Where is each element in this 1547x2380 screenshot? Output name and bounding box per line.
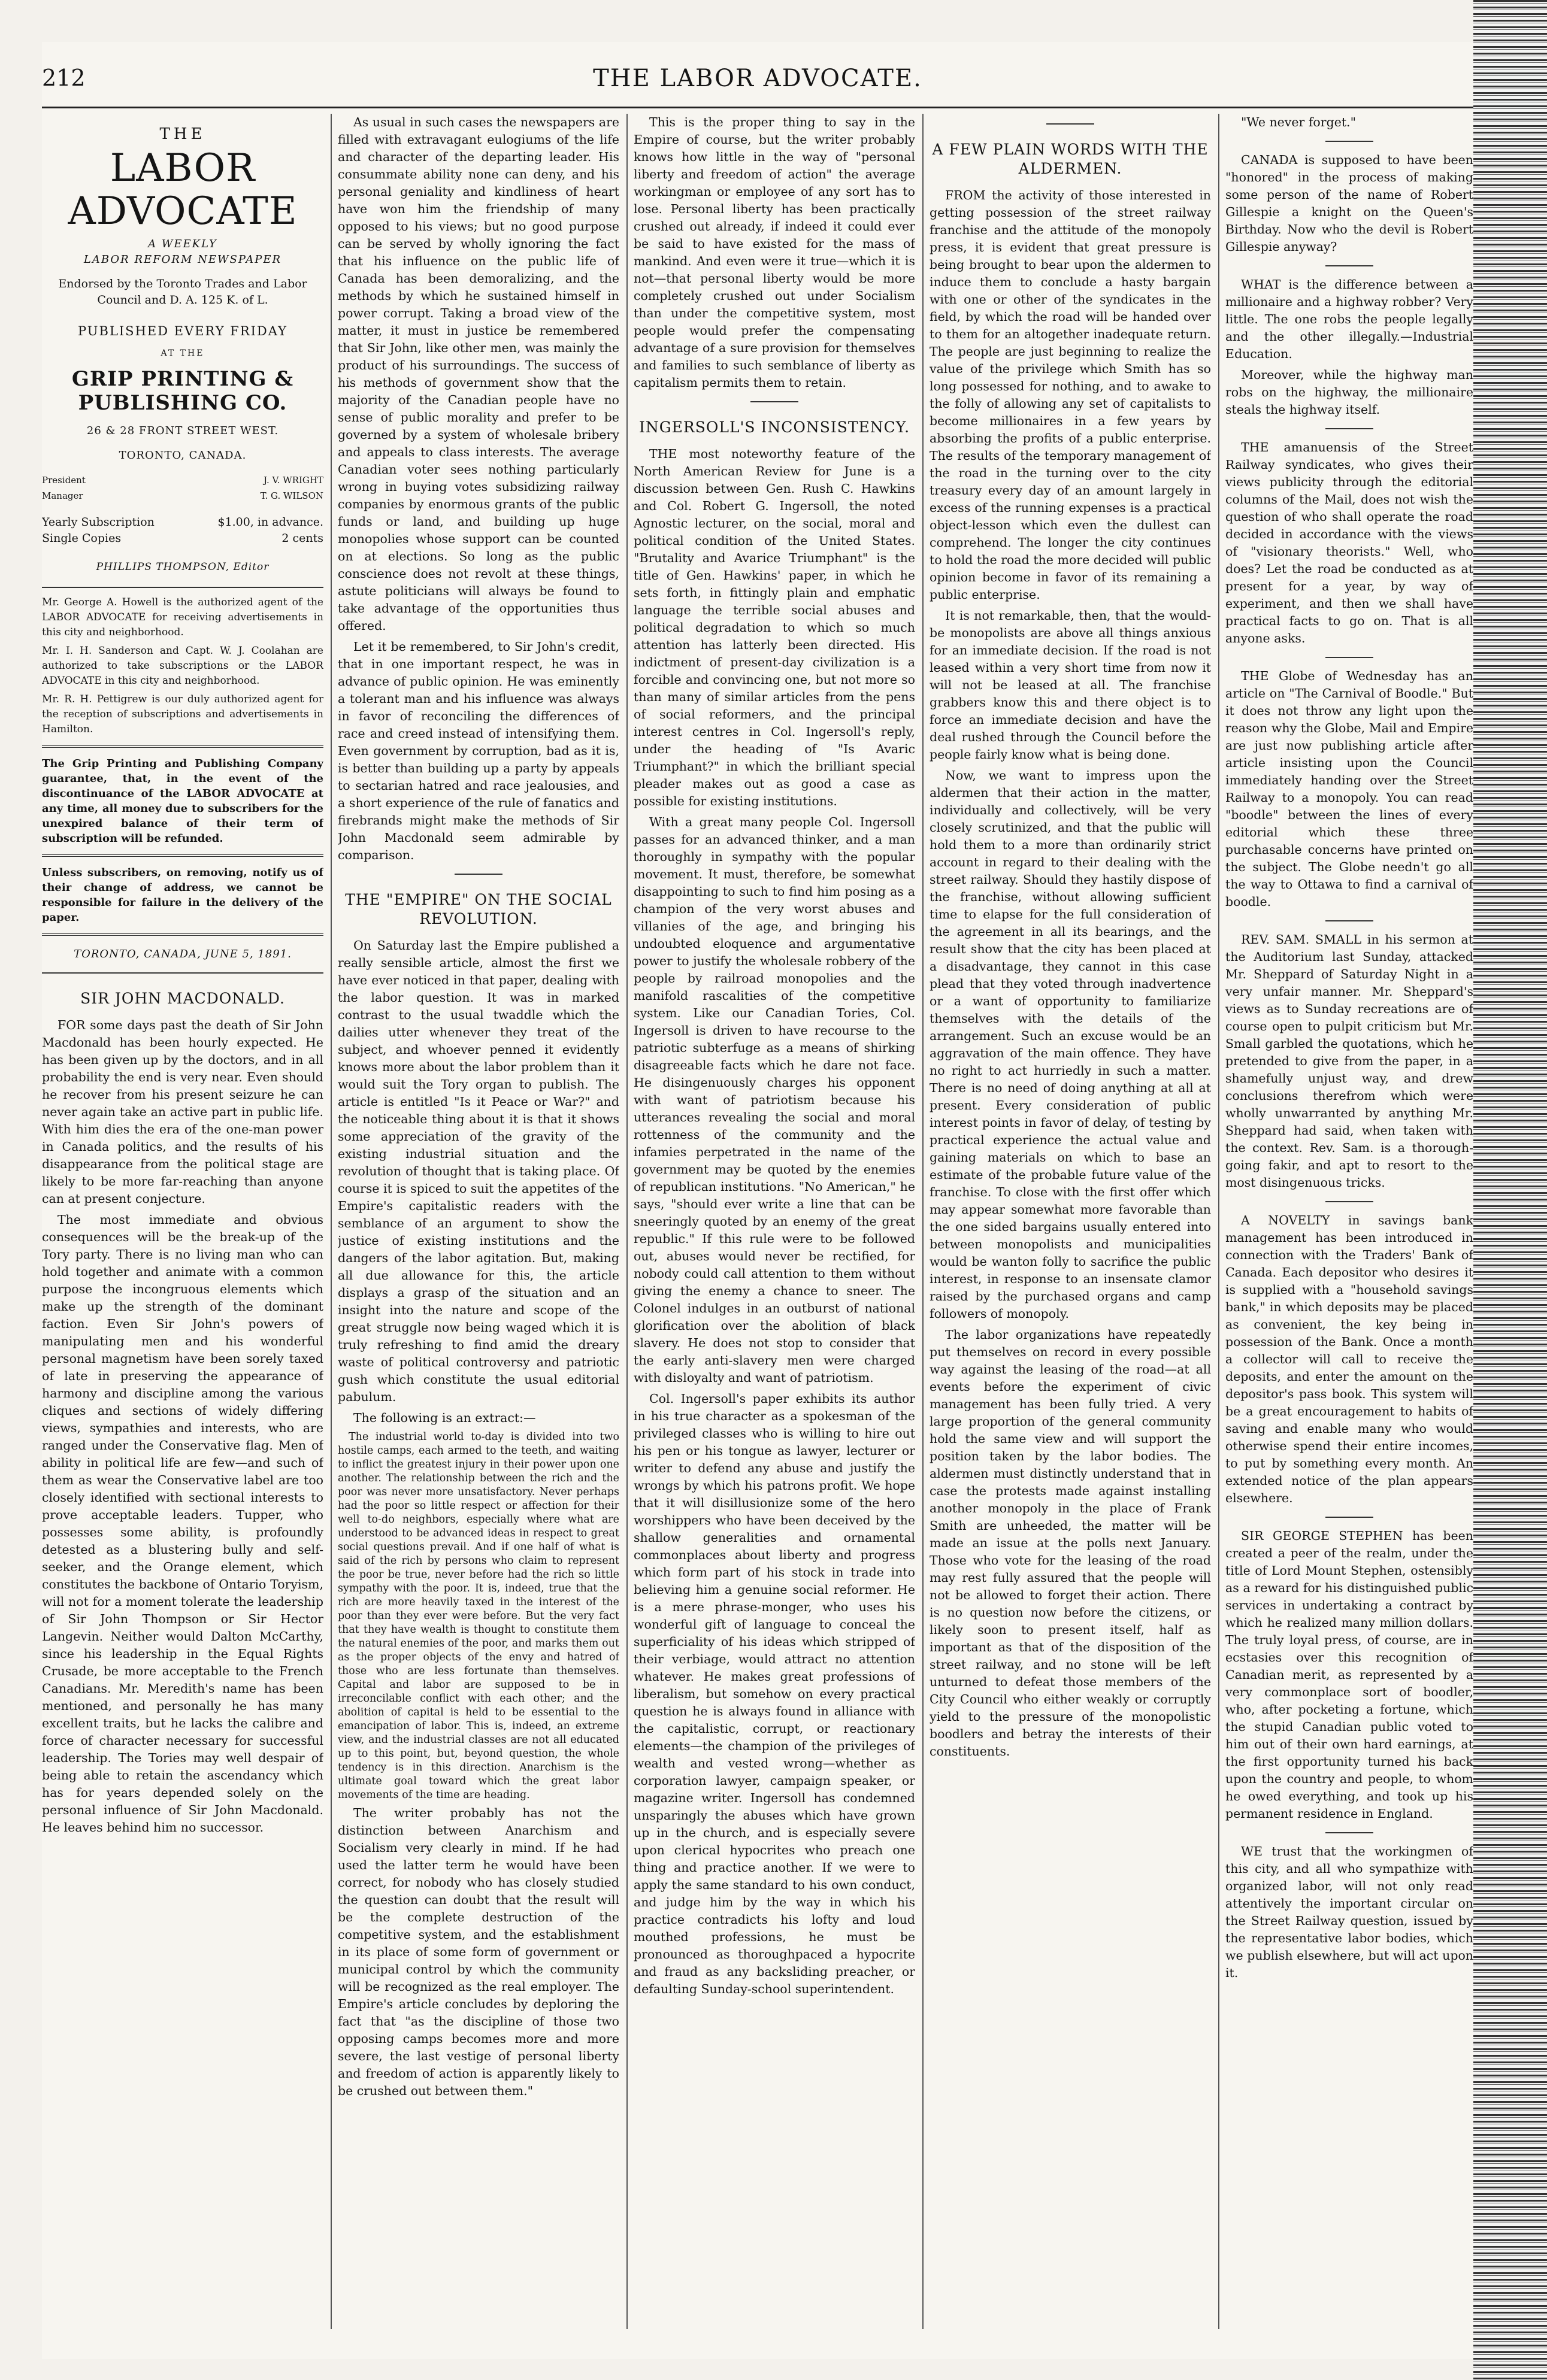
staff-row bbox=[42, 474, 323, 487]
column-rule bbox=[1218, 114, 1219, 2329]
article-paragraph: Let it be remembered, to Sir John's credit, that in one important respect, he was in advance of public opinion. He was eminently a tolerant man and his influence was always in favor of reconciling the differences of race and creed instead of intensifying them. Even government by corruption, bad as it is, is better than building up a party by appeals to sectarian hatred and race jealousies, and a short experience of the rule of fanatics and firebrands might make the methods of Sir John Macdonald seem admirable by comparison. bbox=[338, 639, 619, 862]
article-paragraph: FOR some days past the death of Sir John Macdonald has been hourly expected. He has been given up by the doctors, and in all probability the end is very near. Even should he recover from his present seizure he can never again take an active part in public life. With him dies the era of the one-man power in Canada politics, and the results of his disappearance from the political stage are likely to be more far-reaching than anyone can at present conjecture. bbox=[42, 1018, 323, 1206]
divider bbox=[42, 854, 323, 857]
divider bbox=[42, 933, 323, 936]
headline-aldermen: A FEW PLAIN WORDS WITH THE ALDERMEN. bbox=[932, 141, 1209, 177]
quote-paragraph: The industrial world to-day is divided into two hostile camps, each armed to the teeth, and waiting to inflict the greatest injury in their power upon one another. The relationship between the rich and the poor was never more unsatisfactory. Never perhaps had the poor so little respect or affection for their well to-do neighbors, especially where what are understood to be advanced ideas in respect to great social questions prevail. And if one half of what is said of the rich by persons who claim to represent the poor be true, never before had the rich so little sympathy with the poor. It is, indeed, true that the rich are more heavily taxed in the interest of the poor than they ever were before. But the very fact that they have wealth is thought to constitute them the natural enemies of the poor, and marks them out as the proper objects of the envy and hatred of those who are less fortunate than themselves. Capital and labor are supposed to be in irreconcilable conflict with each other; and the abolition of capital is held to be essential to the emancipation of labor. This is, indeed, an extreme view, and the industrial classes are not all educated up to this point, but, beyond question, the whole tendency is in this direction. Anarchism is the ultimate goal toward which the great labor movements of the time are heading. bbox=[338, 1431, 619, 1801]
price-list bbox=[42, 514, 323, 547]
page-number: 212 bbox=[42, 65, 86, 91]
masthead-weekly: A WEEKLY bbox=[148, 238, 217, 250]
divider bbox=[42, 972, 323, 974]
page-edge bbox=[1473, 0, 1547, 2380]
masthead-the: THE bbox=[159, 125, 206, 143]
staff-role: President bbox=[42, 475, 86, 486]
agent-notice: Mr. R. H. Pettigrew is our duly authorized agent for the reception of subscriptions and advertisements in Hamilton. bbox=[42, 693, 323, 735]
article-paragraph: FROM the activity of those interested in getting possession of the street railway franchise and the attitude of the monopoly press, it is evident that great pressure is being brought to bear upon the aldermen to induce them to conclude a hasty bargain with one or other of the syndicates in the field, by which the road will be handed over to them for an altogether inadequate return. The people are just beginning to realize the value of the privilege which Smith has so long possessed for nothing, and to awake to the folly of allowing any set of capitalists to become millionaires in a few years by absorbing the profits of a public enterprise. The results of the temporary management of the road in the turning over to the city treasury every day of an amount largely in excess of the running expenses is a practical object-lesson which even the dullest can comprehend. The longer the city continues to hold the road the more decided will public opinion become in favor of its remaining a public enterprise. bbox=[930, 188, 1211, 602]
masthead-published: PUBLISHED EVERY FRIDAY bbox=[78, 324, 287, 338]
divider bbox=[1325, 1517, 1373, 1518]
brief-paragraph: Moreover, while the highway man robs on the highway, the millionaire steals the highway itself. bbox=[1225, 368, 1473, 417]
guarantee-notice: The Grip Printing and Publishing Company guarantee, that, in the event of the discontinuance of the LABOR ADVOCATE at any time, all money due to subscribers for the unexpired balance of their term of subscription will be refunded. bbox=[42, 757, 323, 845]
masthead-name: LABOR ADVOCATE bbox=[68, 146, 298, 234]
article-quote bbox=[338, 1430, 619, 1802]
price-row bbox=[42, 530, 323, 547]
column-5 bbox=[1225, 114, 1473, 2329]
brief-paragraph: WE trust that the workingmen of this city, and all who sympathize with organized labor, will not only read attentively the important circular on the Street Railway question, issued by the representative labor bodies, which we publish elsewhere, but will act upon it. bbox=[1225, 1844, 1473, 1980]
divider bbox=[750, 401, 798, 402]
masthead-city: TORONTO, CANADA. bbox=[119, 449, 247, 462]
staff-name: J. V. WRIGHT bbox=[264, 475, 323, 486]
divider bbox=[1325, 141, 1373, 142]
price-label: Single Copies bbox=[42, 532, 122, 545]
divider bbox=[1325, 920, 1373, 921]
newspaper-page bbox=[42, 42, 1473, 2359]
brief-paragraph: THE Globe of Wednesday has an article on "The Carnival of Boodle." But it does not throw any light upon the reason why the Globe, Mail and Empire are just now publishing article after article insisting upon the Council immediately handing over the Street Railway to a monopoly. You can read "boodle" between the lines of every editorial which these three purchasable concerns have printed on the subject. The Globe needn't go all the way to Ottawa to find a carnival of boodle. bbox=[1225, 669, 1473, 909]
brief-paragraph: WHAT is the difference between a millionaire and a highway robber? Very little. The one robs the people legally and the other illegally.—Industrial Education. bbox=[1225, 277, 1473, 361]
article-paragraph: THE most noteworthy feature of the North American Review for June is a discussion between Gen. Rush C. Hawkins and Col. Robert G. Ingersoll, the noted Agnostic lecturer, on the social, moral and political condition of the United States. "Brutality and Avarice Triumphant" is the title of Gen. Hawkins' paper, in which he sets forth, in fittingly plain and emphatic language the terrible social abuses and political degradation to which so much attention has latterly been directed. His indictment of present-day civilization is a forcible and convincing one, but not more so than many of similar articles from the pens of social reformers, and the principal interest centres in Col. Ingersoll's reply, under the heading of "Is Avaric Triumphant?" in which the brilliant special pleader makes out as good a case as possible for existing institutions. bbox=[634, 447, 915, 808]
price-value: $1.00, in advance. bbox=[217, 516, 323, 529]
article-paragraph: It is not remarkable, then, that the would-be monopolists are above all things anxious for an immediate decision. If the road is not leased within a very short time from now it will not be leased at all. The franchise grabbers know this and there object is to force an immediate decision and have the deal rushed through the Council before the people fairly know what is being done. bbox=[930, 608, 1211, 762]
address-change-notice: Unless subscribers, on removing, notify us of their change of address, we cannot be responsible for failure in the delivery of the paper. bbox=[42, 866, 323, 924]
page-header bbox=[42, 65, 1473, 108]
price-row bbox=[42, 514, 323, 530]
brief-paragraph: THE amanuensis of the Street Railway syndicates, who gives their views publicity through the editorial columns of the Mail, does not wish the question of who shall operate the road decided in accordance with the views of "visionary theorists." Well, who does? Let the road be conducted as at present for a year, by way of experiment, and then we shall have practical facts to go on. That is all anyone asks. bbox=[1225, 440, 1473, 645]
column-rule bbox=[331, 114, 332, 2329]
article-paragraph: This is the proper thing to say in the Empire of course, but the writer probably knows how little in the way of "personal liberty and freedom of action" the average workingman or employee of any sort has to lose. Personal liberty has been practically crushed out already, if indeed it could ever be said to have existed for the mass of mankind. And even were it true—which it is not—that personal liberty would be more completely crushed out under Socialism than under the competitive system, most people would prefer the compensating advantage of a sure provision for themselves and families to such semblance of liberty as capitalism permits them to retain. bbox=[634, 115, 915, 390]
column-2 bbox=[338, 114, 619, 2329]
masthead-endorsed: Endorsed by the Toronto Trades and Labor Council and D. A. 125 K. of L. bbox=[58, 277, 307, 307]
article-paragraph: The writer probably has not the distinction between Anarchism and Socialism very clearly in mind. If he had used the latter term he would have been correct, for nobody who has closely studied the question can doubt that the result will be the complete destruction of the competitive system, and the establishment in its place of some form of government or municipal control by which the community will be recognized as the real employer. The Empire's article concludes by deploring the fact that "as the discipline of those two opposing camps becomes more and more severe, the last vestige of personal liberty and freedom of action is apparently likely to be crushed out between them." bbox=[338, 1806, 619, 2098]
column-1 bbox=[42, 114, 323, 2329]
dateline: TORONTO, CANADA, JUNE 5, 1891. bbox=[74, 948, 292, 960]
masthead-address: 26 & 28 FRONT STREET WEST. bbox=[86, 425, 279, 437]
masthead-subtitle: LABOR REFORM NEWSPAPER bbox=[83, 253, 282, 266]
divider bbox=[455, 874, 502, 875]
divider bbox=[1325, 1832, 1373, 1833]
article-paragraph: On Saturday last the Empire published a really sensible article, almost the first we have ever noticed in that paper, dealing with the labor question. It was in marked contrast to the usual twaddle which the dailies utter whenever they treat of the subject, and whoever penned it evidently knows more about the labor problem than it would suit the Tory organ to publish. The article is entitled "Is it Peace or War?" and the noticeable thing about it is that it shows some appreciation of the gravity of the existing industrial situation and the revolution of thought that is taking place. Of course it is spiced to suit the appetites of the Empire's capitalistic readers with the semblance of an argument to show the justice of existing institutions and the dangers of the labor agitation. But, making all due allowance for this, the article displays a grasp of the situation and an insight into the nature and scope of the great struggle now being waged which it is truly refreshing to find amid the dreary waste of political controversy and patriotic gush which constitute the usual editorial pabulum. bbox=[338, 938, 619, 1404]
divider bbox=[42, 745, 323, 748]
headline-empire: THE "EMPIRE" ON THE SOCIAL REVOLUTION. bbox=[345, 891, 612, 927]
editor-line: PHILLIPS THOMPSON, Editor bbox=[96, 561, 270, 573]
divider bbox=[42, 587, 323, 588]
article-paragraph: The labor organizations have repeatedly put themselves on record in every possible way against the leasing of the road—at all events before the experiment of civic management has been fully tried. A very large proportion of the general community hold the same view and will support the position taken by the labor bodies. The aldermen must distinctly understand that in case the protests made against installing another monopoly in the place of Frank Smith are unheeded, the matter will be made an issue at the polls next January. Those who vote for the leasing of the road may rest fully assured that the people will not be allowed to forget their action. There is no question now before the citizens, or likely soon to present itself, half as important as that of the disposition of the street railway, and no stone will be left unturned to defeat those members of the City Council who either weakly or corruptly yield to the pressure of the monopolistic boodlers and betray the interests of their constituents. bbox=[930, 1327, 1211, 1759]
article-paragraph: Col. Ingersoll's paper exhibits its author in his true character as a spokesman of the privileged classes who is willing to hire out his pen or his tongue as lawyer, lecturer or writer to defend any abuse and justify the wrongs by which his patrons profit. We hope that it will disillusionize some of the hero worshippers who have been deceived by the shallow generalities and ornamental commonplaces about liberty and progress which form part of his stock in trade into believing him a genuine social reformer. He is a mere phrase-monger, who uses his wonderful gift of language to conceal the superficiality of his ideas which stripped of their verbiage, would attract no attention whatever. He makes great professions of liberalism, but somehow on every practical question he is always found in alliance with the capitalistic, corrupt, or reactionary elements—the champion of the privileges of wealth and vested wrong—whether as corporation lawyer, campaign speaker, or magazine writer. Ingersoll has condemned unsparingly the abuses which have grown up in the church, and is especially severe upon clerical hypocrites who preach one thing and practice another. If we were to apply the same standard to his own conduct, and judge him by the way in which his practice contradicts his lofty and loud mouthed professions, he must be pronounced as thoroughpaced a hypocrite and fraud as any backsliding preacher, or defaulting Sunday-school superintendent. bbox=[634, 1391, 915, 1996]
article-paragraph: "We never forget." bbox=[1241, 115, 1357, 129]
brief-paragraph: REV. SAM. SMALL in his sermon at the Auditorium last Sunday, attacked Mr. Sheppard of Saturday Night in a very unfair manner. Mr. Sheppard's views as to Sunday recreations are of course open to pulpit criticism but Mr. Small garbled the quotations, which he pretended to give from the paper, in a shamefully unjust way, and drew conclusions therefrom which were wholly unwarranted by anything Mr. Sheppard had said, when taken with the context. Rev. Sam. is a thorough-going fakir, and apt to resort to the most disingenuous tricks. bbox=[1225, 932, 1473, 1190]
agent-notice: Mr. I. H. Sanderson and Capt. W. J. Coolahan are authorized to take subscriptions or the LABOR ADVOCATE in this city and neighborhood. bbox=[42, 645, 323, 687]
masthead-at-the: AT THE bbox=[161, 348, 205, 358]
price-value: 2 cents bbox=[281, 532, 323, 545]
article-paragraph: The most immediate and obvious consequences will be the break-up of the Tory party. There is no living man who can hold together and animate with a common purpose the incongruous elements which make up the strength of the dominant faction. Even Sir John's powers of manipulating men and his wonderful personal magnetism have been sorely taxed of late in preserving the appearance of harmony and discipline among the various cliques and sections of widely differing views, sympathies and interests, who are ranged under the Conservative flag. Men of ability in political life are few—and such of them as wear the Conservative label are too closely identified with sectional interests to prove acceptable leaders. Tupper, who possesses some ability, is profoundly detested as a blustering bully and self-seeker, and the Orange element, which constitutes the backbone of Ontario Toryism, will not for a moment tolerate the leadership of Sir John Thompson or Sir Hector Langevin. Neither would Dalton McCarthy, since his leadership in the Equal Rights Crusade, be more acceptable to the French Canadians. Mr. Meredith's name has been mentioned, and personally he has many excellent traits, but he lacks the calibre and force of character necessary for successful leadership. The Tories may well despair of being able to retain the ascendancy which has for years depended solely on the personal influence of Sir John Macdonald. He leaves behind him no successor. bbox=[42, 1212, 323, 1835]
divider bbox=[1325, 1201, 1373, 1202]
agent-notice: Mr. George A. Howell is the authorized agent of the LABOR ADVOCATE for receiving advertisements in this city and neighborhood. bbox=[42, 596, 323, 638]
divider bbox=[1325, 265, 1373, 266]
article-paragraph: Now, we want to impress upon the aldermen that their action in the matter, individually and collectively, will be very closely scrutinized, and that the public will hold them to a more than ordinarily strict account in regard to their dealing with the street railway. Should they hastily dispose of the franchise, without allowing sufficient time to elapse for the full consideration of the agreement in all its bearings, and the result show that the city has been placed at a disadvantage, they cannot in this case plead that they voted through inadvertence or a want of opportunity to familiarize themselves with the details of the arrangement. Such an excuse would be an aggravation of the main offence. They have no right to act hurriedly in such a matter. There is no need of doing anything at all at present. Every consideration of public interest points in favor of delay, of testing by practical experience the actual value and gaining materials on which to base an estimate of the probable future value of the franchise. To close with the first offer which may appear somewhat more favorable than the one sided bargains usually entered into between monopolists and municipalities would be wanton folly to sacrifice the public interest, in response to an insensate clamor raised by the purchased organs and camp followers of monopoly. bbox=[930, 768, 1211, 1321]
staff-row bbox=[42, 489, 323, 502]
divider bbox=[1325, 428, 1373, 429]
staff-list bbox=[42, 474, 323, 502]
column-rule bbox=[626, 114, 628, 2329]
price-label: Yearly Subscription bbox=[42, 516, 155, 529]
brief-paragraph: CANADA is supposed to have been "honored" in the process of making some person of the name of Robert Gillespie a knight on the Queen's Birthday. Now who the devil is Robert Gillespie anyway? bbox=[1225, 153, 1473, 254]
column-4 bbox=[930, 114, 1211, 2329]
divider bbox=[1046, 123, 1094, 125]
brief-paragraph: A NOVELTY in savings bank management has been introduced in connection with the Traders' Bank of Canada. Each depositor who desires it is supplied with a "household savings bank," in which deposits may be placed as convenient, the key being in possession of the Bank. Once a month a collector will call to receive the deposits, and enter the amount on the depositor's pass book. This system will be a great encouragement to habits of saving and enable many who would otherwise spend their entire incomes, to put by something every month. An extended notice of the plan appears elsewhere. bbox=[1225, 1213, 1473, 1505]
headline-ingersoll: INGERSOLL'S INCONSISTENCY. bbox=[638, 419, 910, 436]
column-rule bbox=[922, 114, 924, 2329]
article-paragraph: The following is an extract:— bbox=[353, 1411, 536, 1425]
column-3 bbox=[634, 114, 915, 2329]
masthead bbox=[42, 126, 323, 464]
masthead-company: GRIP PRINTING & PUBLISHING CO. bbox=[71, 367, 294, 415]
article-paragraph: As usual in such cases the newspapers are filled with extravagant eulogiums of the life and character of the departing leader. His consummate ability none can deny, and his personal geniality and kindliness of heart have won him the friendship of many opposed to his views; but no good purpose can be served by wholly ignoring the fact that his influence on the public life of Canada has been demoralizing, and the methods by which he sustained himself in power corrupt. Taking a broad view of the matter, it must in justice be remembered that Sir John, like other men, was mainly the product of his surroundings. The success of his methods of government show that the majority of the Canadian people have no sense of public morality and prefer to be governed by a system of wholesale bribery and appeals to class interests. The average Canadian voter sees nothing particularly wrong in buying votes subsidizing railway companies by enormous grants of the public funds or land, and building up huge monopolies whose support can be counted on at elections. So long as the public conscience does not revolt at these things, astute politicians will always be found to take advantage of the opportunities thus offered. bbox=[338, 115, 619, 633]
article-paragraph: With a great many people Col. Ingersoll passes for an advanced thinker, and a man thoroughly in sympathy with the popular movement. It must, therefore, be somewhat disappointing to such to find him posing as a champion of the very worst abuses and villanies of the age, and bringing his undoubted eloquence and argumentative power to justify the wholesale robbery of the people by railroad monopolies and the manifold rascalities of the competitive system. Like our Canadian Tories, Col. Ingersoll is driven to have recourse to the patriotic subterfuge as a means of shirking disagreeable facts which he dare not face. He disingenuously charges his opponent with want of patriotism because his utterances revealing the social and moral rottenness of the community and the infamies perpetrated in the name of the government may be quoted by the enemies of republican institutions. "No American," he says, "should ever write a line that can be sneeringly quoted by an enemy of the great republic." If this rule were to be followed out, abuses would never be rectified, for nobody could call attention to them without giving the enemy a chance to sneer. The Colonel indulges in an outburst of national glorification over the abolition of black slavery. He does not stop to consider that the early anti-slavery men were charged with disloyalty and want of patriotism. bbox=[634, 815, 915, 1385]
paper-title: THE LABOR ADVOCATE. bbox=[593, 65, 922, 92]
staff-role: Manager bbox=[42, 490, 83, 501]
brief-paragraph: SIR GEORGE STEPHEN has been created a peer of the realm, under the title of Lord Mount Stephen, ostensibly as a reward for his distinguished public services in undertaking a contract by which he realized many million dollars. The truly loyal press, of course, are in ecstasies over this recognition of Canadian merit, as represented by a very commonplace sort of boodler, who, after pocketing a fortune, which the stupid Canadian public voted to him out of their own hard earnings, at the first opportunity turned his back upon the country and people, to whom he owed everything, and took up his permanent residence in England. bbox=[1225, 1529, 1473, 1821]
headline-macdonald: SIR JOHN MACDONALD. bbox=[80, 990, 285, 1007]
divider bbox=[1325, 657, 1373, 658]
staff-name: T. G. WILSON bbox=[260, 490, 323, 501]
